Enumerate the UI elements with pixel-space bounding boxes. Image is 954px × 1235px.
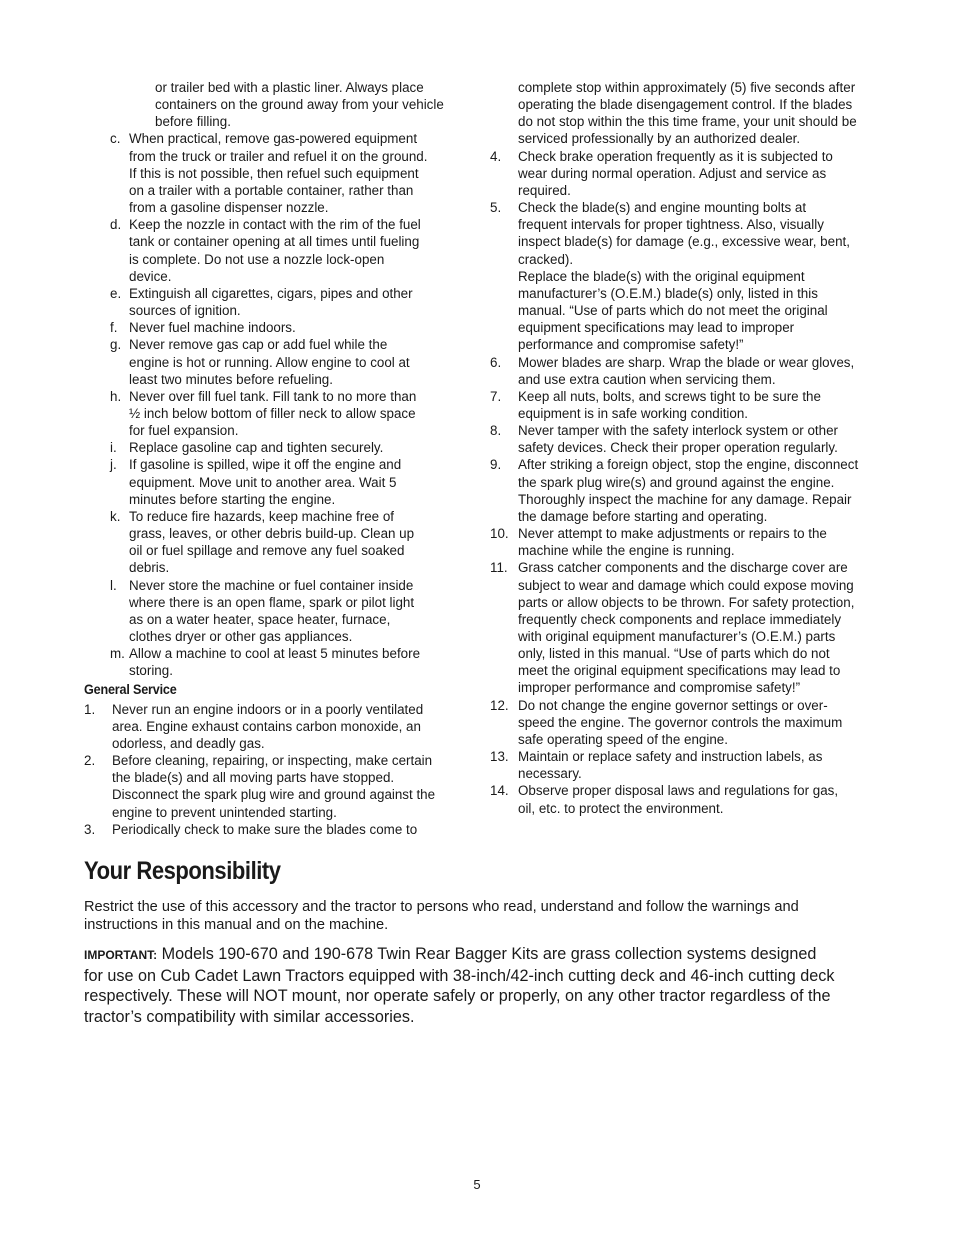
list-item-label: 7. [490, 388, 502, 404]
text-line: Never store the machine or fuel container inside [129, 577, 414, 593]
text-line: Never tamper with the safety interlock system or other [518, 423, 839, 439]
list-item-text [112, 701, 464, 752]
text-line: device. [129, 268, 172, 284]
important-paragraph [84, 944, 874, 1027]
text-line: for use on Cub Cadet Lawn Tractors equipped with 38-inch/42-inch cutting deck and 46-inch cutting deck [84, 966, 835, 985]
text-line: Never run an engine indoors or in a poorly ventilated [112, 701, 424, 717]
text-line: improper performance and compromise safety!” [518, 680, 801, 696]
list-item [84, 388, 464, 439]
text-line: oil, etc. to protect the environment. [518, 800, 724, 816]
responsibility-paragraph [84, 899, 874, 934]
text-line: sources of ignition. [129, 303, 241, 319]
text-line: serviced professionally by an authorized dealer. [518, 131, 801, 147]
text-line: Thoroughly inspect the machine for any damage. Repair [518, 491, 852, 507]
text-line: required. [518, 182, 571, 198]
important-label: IMPORTANT: [84, 948, 158, 962]
text-line: manufacturer’s (O.E.M.) blade(s) only, listed in this [518, 285, 818, 301]
list-item-text [112, 821, 464, 838]
text-line: If this is not possible, then refuel such equipment [129, 165, 419, 181]
text-line: engine is hot or running. Allow engine to cool at [129, 354, 410, 370]
list-item-label: 14. [490, 783, 509, 799]
text-line: the damage before starting and operating. [518, 508, 768, 524]
text-line: only, listed in this manual. “Use of parts which do not [518, 646, 830, 662]
text-line: the spark plug wire(s) and ground against the engine. [518, 474, 835, 490]
list-item [84, 701, 464, 752]
text-line: clothes dryer or other gas appliances. [129, 629, 353, 644]
left-column [84, 79, 464, 838]
text-line: before filling. [155, 114, 231, 130]
text-line: for fuel expansion. [129, 423, 239, 439]
list-item [84, 508, 464, 577]
list-item-label: 5. [490, 200, 502, 216]
text-line: safe operating speed of the engine. [518, 731, 728, 747]
text-line: equipment is in safe working condition. [518, 405, 749, 421]
text-line [84, 944, 874, 966]
text-line: frequent intervals for proper tightness. Also, visually [518, 217, 824, 233]
list-item [490, 697, 870, 748]
list-item [490, 525, 870, 559]
text-line: cracked). [518, 251, 574, 267]
text-line: Do not change the engine governor settings or over- [518, 697, 828, 713]
list-item-label: h. [110, 388, 122, 404]
list-item-label: i. [110, 440, 117, 456]
list-item-text [112, 752, 464, 821]
list-item-label: m. [110, 646, 125, 662]
right-column [490, 79, 870, 817]
text-line: from the truck or trailer and refuel it on the ground. [129, 148, 428, 164]
list-item-label: 1. [84, 701, 96, 717]
text-line: performance and compromise safety!” [518, 337, 744, 353]
list-item-label: g. [110, 337, 122, 353]
text-line: frequently check components and replace immediately [518, 611, 842, 627]
text-line: Mower blades are sharp. Wrap the blade or wear gloves, [518, 354, 855, 370]
list-item-text [129, 577, 464, 646]
list-item-text [518, 697, 870, 748]
text-line: do not stop within the this time frame, your unit should be [518, 114, 857, 130]
list-item-label: f. [110, 320, 118, 336]
text-line: Extinguish all cigarettes, cigars, pipes and other [129, 285, 413, 301]
text-line: from a gasoline dispenser nozzle. [129, 200, 329, 216]
text-line: or trailer bed with a plastic liner. Always place [155, 80, 424, 95]
list-item-label: 10. [490, 526, 509, 542]
list-item [490, 422, 870, 456]
list-item-label: 8. [490, 423, 502, 439]
list-item-label: d. [110, 217, 122, 233]
list-item-label: j. [110, 457, 117, 473]
text-line: When practical, remove gas-powered equipment [129, 131, 418, 147]
text-line: the blade(s) and all moving parts have stopped. [112, 770, 395, 786]
list-item [84, 130, 464, 216]
list-item [490, 148, 870, 199]
list-item [84, 319, 464, 336]
list-item-text [129, 336, 464, 387]
list-item [84, 336, 464, 387]
text-line: Observe proper disposal laws and regulations for gas, [518, 783, 839, 799]
text-line: where there is an open flame, spark or pilot light [129, 594, 415, 610]
list-item-label: 12. [490, 697, 509, 713]
list-item [84, 645, 464, 679]
text-line: subject to wear and damage which could expose moving [518, 577, 854, 593]
left-lead-text [84, 79, 464, 130]
your-responsibility-heading: Your Responsibility [84, 857, 281, 885]
list-item-label: 9. [490, 457, 502, 473]
text-line: Never remove gas cap or add fuel while the [129, 337, 388, 353]
text-span: Models 190-670 and 190-678 Twin Rear Bagger Kits are grass collection systems designed [157, 945, 817, 963]
text-line: tank or container opening at all times until fueling [129, 234, 420, 250]
list-item [490, 748, 870, 782]
text-line: Keep the nozzle in contact with the rim of the fuel [129, 217, 421, 233]
list-item-text [129, 130, 464, 216]
list-item [84, 577, 464, 646]
text-line: Check brake operation frequently as it is subjected to [518, 148, 833, 164]
text-line: machine while the engine is running. [518, 543, 735, 559]
list-item [84, 285, 464, 319]
text-line: Disconnect the spark plug wire and ground against the [112, 787, 436, 803]
text-line: operating the blade disengagement control. If the blades [518, 97, 853, 113]
list-item-text [129, 645, 464, 679]
service-list-continued [490, 148, 870, 817]
text-line: parts or allow objects to be thrown. For safety protection, [518, 594, 855, 610]
right-lead-text [490, 79, 870, 148]
text-line: odorless, and deadly gas. [112, 735, 265, 751]
list-item [490, 388, 870, 422]
text-line: necessary. [518, 766, 582, 782]
text-line: inspect blade(s) for damage (e.g., excessive wear, bent, [518, 234, 850, 250]
general-service-heading: General Service [84, 681, 177, 698]
list-item [84, 439, 464, 456]
text-line: After striking a foreign object, stop the engine, disconnect [518, 457, 859, 473]
text-line: tractor’s compatibility with similar accessories. [84, 1007, 415, 1026]
text-line: wear during normal operation. Adjust and service as [518, 165, 827, 181]
list-item-text [129, 216, 464, 285]
text-line: manual. “Use of parts which do not meet the original [518, 303, 828, 319]
list-item [84, 752, 464, 821]
list-item [490, 782, 870, 816]
text-line: Restrict the use of this accessory and the tractor to persons who read, understand and follow the warnings and [84, 899, 799, 915]
text-line: Allow a machine to cool at least 5 minutes before [129, 646, 421, 662]
list-item-text [129, 439, 464, 456]
text-line: with original equipment manufacturer’s (O.E.M.) parts [518, 629, 836, 644]
text-line: Periodically check to make sure the blades come to [112, 821, 418, 837]
list-item-text [518, 782, 870, 816]
text-line: and use extra caution when servicing them. [518, 371, 776, 387]
list-item-text [518, 559, 870, 696]
list-item-text [518, 525, 870, 559]
list-item-label: 11. [490, 560, 508, 576]
text-line: grass, leaves, or other debris build-up. Clean up [129, 526, 415, 542]
list-item-text [518, 354, 870, 388]
list-item-label: 2. [84, 753, 96, 769]
list-item [490, 456, 870, 525]
text-line: respectively. These will NOT mount, nor operate safely or properly, on any other tractor regardless of the [84, 987, 831, 1005]
text-line: Never over fill fuel tank. Fill tank to no more than [129, 388, 417, 404]
list-item-label: k. [110, 508, 121, 524]
text-line: Maintain or replace safety and instruction labels, as [518, 749, 823, 765]
text-line: complete stop within approximately (5) five seconds after [518, 80, 856, 95]
text-line: Replace gasoline cap and tighten securely. [129, 440, 384, 456]
text-line: as on a water heater, space heater, furnace, [129, 611, 391, 627]
list-item [84, 216, 464, 285]
text-line: To reduce fire hazards, keep machine free of [129, 508, 394, 524]
text-line: Replace the blade(s) with the original equipment [518, 268, 805, 284]
text-line: least two minutes before refueling. [129, 371, 333, 387]
text-line: ½ inch below bottom of filler neck to allow space [129, 405, 416, 421]
text-line: debris. [129, 560, 170, 576]
list-item-text [518, 148, 870, 199]
general-service-list [84, 701, 464, 838]
text-line: Check the blade(s) and engine mounting bolts at [518, 200, 807, 216]
list-item-label: 3. [84, 821, 96, 837]
list-item-label: 6. [490, 354, 502, 370]
text-line: Never fuel machine indoors. [129, 320, 296, 336]
text-line: is complete. Do not use a nozzle lock-open [129, 251, 385, 267]
text-line: safety devices. Check their proper operation regularly. [518, 440, 838, 456]
text-line: Never attempt to make adjustments or repairs to the [518, 526, 827, 542]
text-line: Before cleaning, repairing, or inspecting, make certain [112, 753, 433, 769]
text-line: engine to prevent unintended starting. [112, 804, 337, 820]
list-item-text [518, 388, 870, 422]
list-item-label: c. [110, 131, 121, 147]
list-item-text [518, 748, 870, 782]
list-item-label: l. [110, 577, 117, 593]
list-item [490, 354, 870, 388]
list-item-label: 13. [490, 749, 509, 765]
text-line: If gasoline is spilled, wipe it off the engine and [129, 457, 402, 473]
text-line: containers on the ground away from your vehicle [155, 97, 444, 113]
list-item-text [518, 199, 870, 353]
text-line: instructions in this manual and on the machine. [84, 916, 389, 933]
list-item-text [129, 285, 464, 319]
text-line: oil or fuel spillage and remove any fuel soaked [129, 543, 405, 559]
list-item [84, 456, 464, 507]
list-item-text [129, 319, 464, 336]
list-item-text [518, 422, 870, 456]
list-item [490, 199, 870, 353]
text-line: equipment specifications may lead to improper [518, 320, 795, 336]
text-line: minutes before starting the engine. [129, 491, 336, 507]
list-item-text [129, 388, 464, 439]
fuel-safety-list [84, 130, 464, 679]
list-item-label: 4. [490, 148, 502, 164]
text-line: on a trailer with a portable container, rather than [129, 182, 414, 198]
list-item [84, 821, 464, 838]
text-line: Keep all nuts, bolts, and screws tight to be sure the [518, 388, 821, 404]
list-item-text [129, 508, 464, 577]
list-item-text [518, 456, 870, 525]
list-item [490, 559, 870, 696]
text-line: area. Engine exhaust contains carbon monoxide, an [112, 718, 421, 734]
text-line: Grass catcher components and the discharge cover are [518, 560, 848, 576]
text-line: meet the original equipment specifications may lead to [518, 663, 841, 679]
text-line: equipment. Move unit to another area. Wait 5 [129, 474, 397, 490]
list-item-label: e. [110, 285, 122, 301]
text-line: speed the engine. The governor controls the maximum [518, 714, 843, 730]
page-number: 5 [473, 1177, 481, 1192]
text-line: storing. [129, 663, 173, 679]
list-item-text [129, 456, 464, 507]
